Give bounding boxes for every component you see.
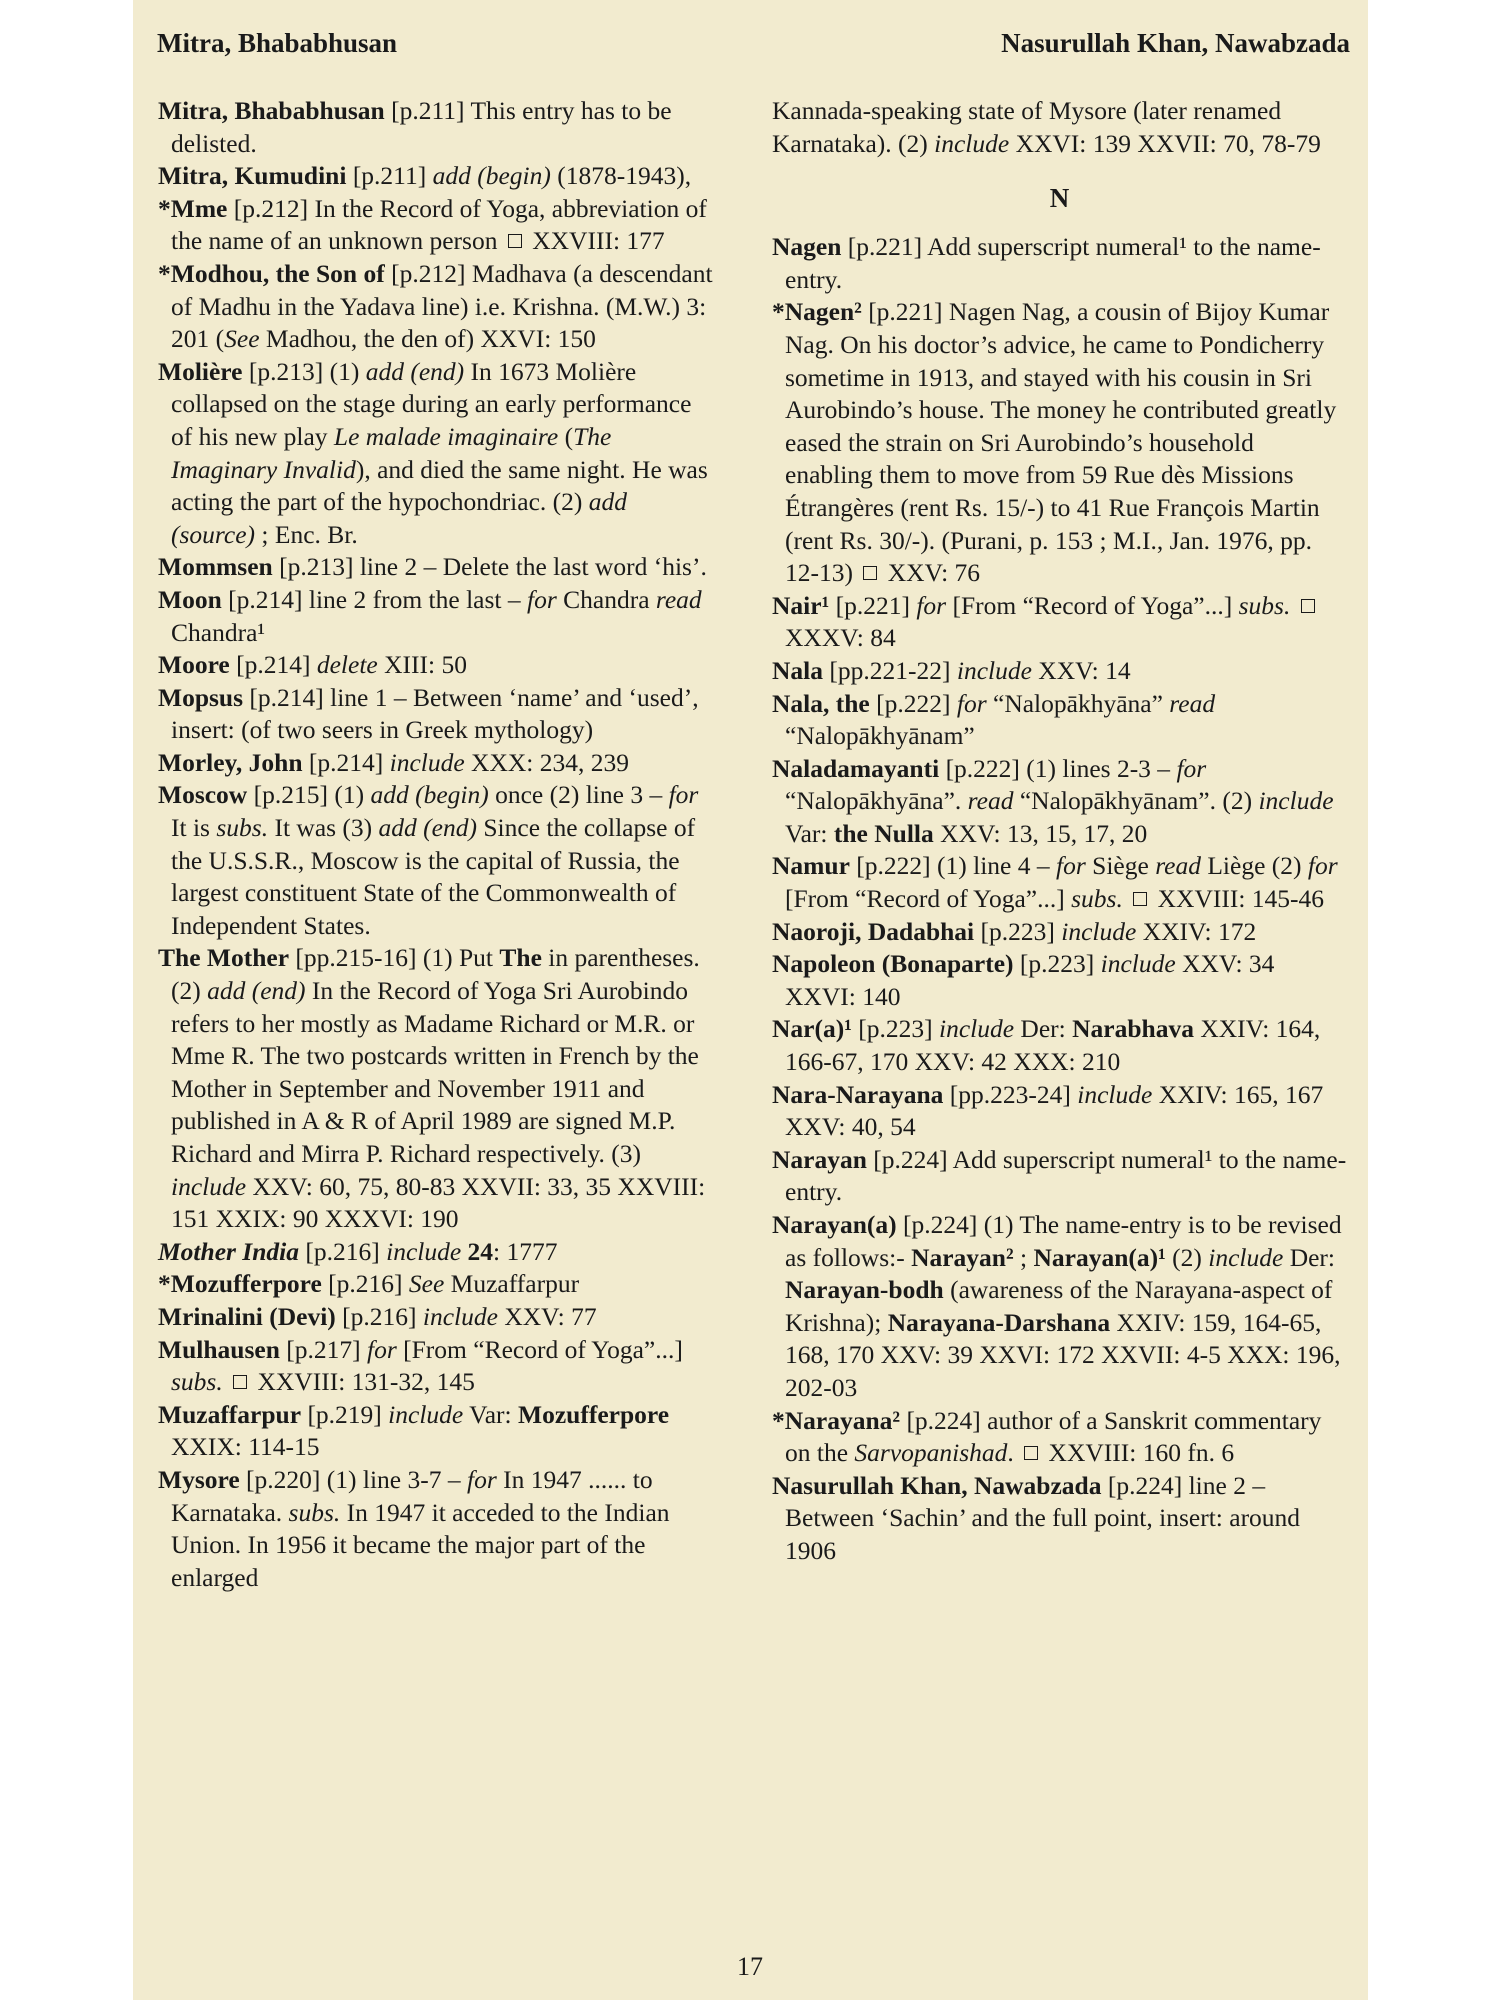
dictionary-entry: [158, 193, 713, 258]
dictionary-entry: [158, 942, 713, 1235]
entry-text: [pp.223-24]: [943, 1079, 1078, 1109]
entry-headword: Molière: [158, 356, 243, 386]
dictionary-entry: [772, 1470, 1347, 1568]
entry-headword: Narayan(a): [772, 1210, 897, 1239]
entry-text: Liège (2): [1200, 851, 1308, 881]
entry-text: XXX: 234, 239: [464, 747, 630, 777]
entry-text: XXIV: 164, 166-67, 170 XXV: 42 XXX: 210: [785, 1014, 1321, 1077]
entry-text: In 1947 it acceded to the Indian Union. In 1956 it became the major part of the enlarged: [171, 1497, 670, 1592]
entry-headword: Mrinalini (Devi): [158, 1301, 336, 1331]
running-header: [157, 28, 1350, 64]
entry-text: Der:: [1014, 1014, 1073, 1044]
entry-headword: Namur: [772, 851, 850, 881]
entry-text: [p.221] Add superscript numeral¹ to the name-entry.: [785, 232, 1321, 294]
entry-headword: Mulhausen: [158, 1334, 280, 1364]
entry-headword: Nair¹: [772, 590, 830, 620]
entry-headword: Nala: [772, 655, 823, 685]
left-column: [158, 95, 713, 1594]
entry-italic: for: [526, 584, 557, 614]
entry-headword: The Mother: [158, 943, 290, 973]
entry-text: [1290, 591, 1296, 620]
entry-text: [p.214] line 1 – Between ‘name’ and ‘used’, insert: (of two seers in Greek mythology): [171, 682, 699, 745]
entry-italic: add (begin): [432, 161, 551, 191]
entry-text: [p.223]: [851, 1014, 939, 1044]
entry-text: Madhou, the den of) XXVI: 150: [259, 324, 596, 354]
right-column: [772, 95, 1347, 1568]
entry-headword: the Nulla: [833, 818, 934, 848]
dictionary-entry: [158, 356, 713, 552]
entry-text: “Nalopākhyānam”. (2): [1013, 786, 1259, 816]
entry-text: [p.221] Nagen Nag, a cousin of Bijoy Kumar Nag. On his doctor’s advice, he came to Pondicherry sometime in 1913, and stayed with his cousin in Sri Aurobindo’s house. The money he contributed greatly eased the strain on Sri Aurobindo’s household enabling them to move from 59 Rue dès Missions Étrangères (rent Rs. 15/-) to 41 Rue François Martin (rent Rs. 30/-). (Purani, p. 153 ; M.I., Jan. 1976, pp. 12-13): [785, 297, 1337, 588]
entry-text: [p.212] Madhava (a descendant of Madhu in the Yadava line) i.e. Krishna. (M.W.) 3: 201 (: [171, 258, 713, 354]
dictionary-entry: [158, 160, 713, 193]
entry-headword: Narayana-Darshana: [887, 1307, 1111, 1337]
entry-italic: delete: [316, 650, 378, 680]
entry-italic: add (end): [365, 356, 465, 386]
entry-headword: 24: [467, 1236, 494, 1266]
entry-italic: read: [1169, 688, 1216, 718]
entry-text: [pp.221-22]: [823, 655, 957, 685]
entry-text: XXIX: 114-15: [171, 1432, 320, 1462]
entry-text: XXVIII: 160 fn. 6: [1042, 1438, 1235, 1468]
entry-headword: Nagen: [772, 232, 842, 262]
entry-italic: for: [668, 780, 699, 810]
entry-text: ;: [1013, 1242, 1034, 1272]
dictionary-entry: [158, 1236, 713, 1269]
entry-text: “Nalopākhyāna”: [986, 688, 1170, 718]
entry-text: [p.220] (1) line 3-7 –: [239, 1464, 467, 1494]
dictionary-entry: [158, 1399, 713, 1464]
entry-headword: Nasurullah Khan, Nawabzada: [772, 1470, 1102, 1500]
entry-text: XXIV: 159, 164-65, 168, 170 XXV: 39 XXVI: 172 XXVII: 4-5 XXX: 196, 202-03: [785, 1307, 1341, 1402]
dictionary-entry: [772, 688, 1347, 753]
entry-italic: for: [1307, 851, 1338, 881]
dictionary-entry: [772, 1079, 1347, 1144]
entry-text: XXVIII: 131-32, 145: [251, 1367, 475, 1397]
entry-italic: for: [1176, 753, 1207, 783]
entry-text: [p.214] line 2 from the last –: [221, 584, 527, 614]
entry-text: : 1777: [493, 1236, 558, 1266]
entry-headword: Mitra, Kumudini: [158, 161, 347, 191]
entry-headword: Moore: [158, 650, 230, 680]
dictionary-entry: [772, 753, 1347, 851]
entry-headword: Naoroji, Dadabhai: [772, 916, 975, 946]
entry-italic: include: [1077, 1079, 1153, 1109]
entry-headword: Moon: [158, 584, 222, 614]
entry-headword: Mitra, Bhababhusan: [158, 96, 385, 125]
entry-text: XXVIII: 145-46: [1151, 884, 1325, 914]
entry-text: (: [558, 421, 574, 451]
entry-text: [p.224] Add superscript numeral¹ to the name-entry.: [785, 1144, 1347, 1207]
dictionary-entry: [158, 649, 713, 682]
entry-text: [p.224] line 2 – Between ‘Sachin’ and the full point, insert: around 1906: [785, 1470, 1301, 1565]
dictionary-entry: [772, 296, 1347, 589]
dictionary-entry: [158, 551, 713, 584]
entry-italic: include: [1208, 1242, 1284, 1272]
entry-headword: Narayan²: [911, 1242, 1014, 1272]
dictionary-entry: [772, 1405, 1347, 1470]
page-number: 17: [737, 1952, 763, 1981]
entry-italic: read: [1155, 851, 1201, 881]
entry-headword: Narayan-bodh: [785, 1275, 944, 1305]
entry-headword: Narayan(a)¹: [1033, 1242, 1166, 1272]
entry-italic: add (end): [207, 976, 306, 1006]
entry-italic: include: [938, 1014, 1015, 1044]
entry-italic: for: [467, 1464, 497, 1494]
entry-italic: for: [916, 590, 947, 620]
entry-text: [p.213] line 2 – Delete the last word ‘his’.: [272, 552, 707, 582]
dictionary-entry: [772, 850, 1347, 915]
entry-text: In the Record of Yoga Sri Aurobindo refers to her mostly as Madame Richard or M.R. or Mme R. The two postcards written in French by the Mother in September and November 1911 and published in A & R of April 1989 are signed M.P. Richard and Mirra P. Richard respectively. (3): [171, 976, 699, 1168]
header-left: Mitra, Bhababhusan: [157, 28, 398, 58]
entry-italic: include: [422, 1301, 498, 1331]
entry-text: In 1673 Molière collapsed on the stage during an early performance of his new play: [171, 356, 692, 451]
entry-text: XXIV: 165, 167 XXV: 40, 54: [785, 1079, 1324, 1142]
entry-text: Var:: [463, 1399, 519, 1429]
entry-text: Var:: [785, 818, 834, 848]
dictionary-entry: [158, 1334, 713, 1399]
open-square-icon: [508, 234, 522, 248]
entry-headword: Mommsen: [158, 552, 273, 582]
entry-text: [p.213] (1): [242, 356, 366, 386]
open-square-icon: [1301, 599, 1315, 613]
entry-text: [From “Record of Yoga”...]: [785, 884, 1072, 914]
open-square-icon: [1024, 1446, 1038, 1460]
entry-text: [pp.215-16] (1) Put: [289, 943, 500, 973]
entry-text: It is: [171, 813, 217, 843]
dictionary-entry: [772, 948, 1347, 1013]
entry-headword: *Mozufferpore: [158, 1269, 322, 1299]
entry-italic: See: [224, 324, 260, 354]
entry-text: XXV: 77: [497, 1301, 597, 1331]
entry-text: [p.211] This entry has to be delisted.: [171, 96, 672, 158]
entry-italic: Sarvopanishad: [854, 1438, 1008, 1468]
entry-italic: Le malade imaginaire: [333, 421, 559, 451]
entry-text: [p.215] (1): [247, 780, 371, 810]
entry-headword: Nar(a)¹: [772, 1014, 852, 1044]
entry-italic: for: [956, 688, 987, 718]
entry-italic: include: [386, 1236, 462, 1266]
dictionary-entry: [772, 1144, 1347, 1209]
entry-italic: include: [956, 655, 1032, 685]
dictionary-entry: [772, 95, 1347, 160]
entry-text: XXV: 76: [881, 558, 981, 588]
entry-text: It was (3): [268, 813, 379, 843]
dictionary-entry: [158, 258, 713, 356]
dictionary-entry: [158, 1268, 713, 1301]
entry-headword: Naladamayanti: [772, 753, 940, 783]
entry-italic: for: [1056, 851, 1086, 881]
entry-headword: The: [499, 943, 542, 973]
entry-text: [p.219]: [301, 1399, 389, 1429]
open-square-icon: [233, 1375, 247, 1389]
entry-text: [p.211]: [346, 161, 433, 191]
entry-italic: See: [408, 1269, 445, 1299]
entry-italic: read: [967, 786, 1014, 816]
entry-text: XXV: 34 XXVI: 140: [785, 949, 1275, 1011]
entry-text: (2): [1165, 1242, 1209, 1272]
entry-text: [From “Record of Yoga”...]: [396, 1334, 683, 1364]
entry-text: [p.217]: [279, 1334, 367, 1364]
entry-italic: add (source): [171, 487, 628, 549]
dictionary-entry: [772, 1209, 1347, 1405]
entry-text: [p.216]: [321, 1269, 409, 1299]
entry-italic: add (begin): [370, 780, 489, 810]
entry-italic: for: [366, 1334, 397, 1364]
entry-headword: *Narayana²: [772, 1405, 901, 1435]
dictionary-entry: [772, 1013, 1347, 1078]
section-letter: N: [1049, 183, 1070, 214]
entry-italic: include: [1061, 916, 1137, 946]
entry-text: XXVIII: 177: [525, 226, 665, 256]
entry-text: XXV: 14: [1031, 655, 1131, 685]
entry-text: [1123, 884, 1129, 913]
entry-text: .: [1007, 1438, 1021, 1468]
entry-headword: Muzaffarpur: [158, 1399, 302, 1429]
entry-text: Muzaffarpur: [444, 1269, 580, 1299]
entry-text: XXV: 60, 75, 80-83 XXVII: 33, 35 XXVIII: 151 XXIX: 90 XXXVI: 190: [171, 1171, 706, 1234]
entry-text: [p.216]: [299, 1236, 387, 1266]
entry-text: ), and died the same night. He was acting the part of the hypochondriac. (2): [171, 454, 708, 517]
entry-text: [p.224] author of a Sanskrit commentary on the: [785, 1405, 1322, 1468]
entry-text: XIII: 50: [377, 650, 467, 680]
dictionary-entry: [772, 231, 1347, 296]
entry-text: XXV: 13, 15, 17, 20: [933, 818, 1148, 848]
entry-text: Chandra¹: [171, 617, 266, 647]
entry-text: once (2) line 3 –: [488, 780, 669, 810]
open-square-icon: [1133, 892, 1147, 906]
entry-text: [223, 1367, 229, 1396]
entry-text: Chandra: [556, 584, 656, 614]
entry-italic: include: [171, 1171, 247, 1201]
entry-italic: include: [388, 1399, 464, 1429]
entry-text: Der:: [1283, 1242, 1336, 1272]
entry-headword: Nala, the: [772, 688, 870, 718]
entry-headword: Mopsus: [158, 682, 244, 712]
entry-text: in parentheses. (2): [171, 943, 700, 1006]
entry-text: [p.224] (1) The name-entry is to be revised as follows:-: [785, 1210, 1342, 1272]
open-square-icon: [863, 566, 877, 580]
entry-italic: include: [934, 128, 1010, 158]
entry-text: (1878-1943),: [550, 161, 692, 191]
entry-headword: Mozufferpore: [518, 1399, 670, 1429]
entry-text: ; Enc. Br.: [255, 519, 358, 549]
entry-headword: *Mme: [158, 193, 228, 223]
entry-text: XXVI: 139 XXVII: 70, 78-79: [1009, 128, 1321, 158]
entry-headword: *Modhou, the Son of: [158, 258, 385, 288]
entry-italic: subs.: [171, 1367, 223, 1397]
entry-text: XXIV: 172: [1136, 916, 1257, 946]
entry-italic: subs.: [1238, 590, 1291, 620]
header-right: Nasurullah Khan, Nawabzada: [1001, 28, 1350, 58]
dictionary-entry: [772, 916, 1347, 949]
dictionary-entry: [158, 584, 713, 649]
right-column-continuation: [772, 95, 1347, 160]
entry-text: [p.222] (1) line 4 –: [849, 851, 1057, 881]
entry-italic: subs.: [288, 1497, 341, 1527]
entry-headword: Nara-Narayana: [772, 1079, 944, 1109]
entry-headword: Mother India: [158, 1236, 299, 1266]
dictionary-entry: [158, 1301, 713, 1334]
entry-italic: include: [1258, 786, 1334, 816]
entry-headword: Mysore: [158, 1464, 240, 1494]
dictionary-entry: [158, 95, 713, 160]
entry-text: [p.212] In the Record of Yoga, abbreviation of the name of an unknown person: [171, 193, 707, 256]
dictionary-entry: [772, 655, 1347, 688]
entry-text: (awareness of the Narayana-aspect of Krishna);: [785, 1275, 1333, 1337]
entry-italic: read: [655, 584, 702, 614]
entry-italic: include: [1100, 949, 1176, 979]
entry-headword: *Nagen²: [772, 297, 862, 327]
entry-italic: subs.: [216, 813, 269, 843]
entry-text: Siège: [1085, 851, 1156, 881]
entry-text: [p.214]: [229, 650, 317, 680]
entry-text: [p.216]: [335, 1301, 423, 1331]
entry-headword: Moscow: [158, 780, 248, 810]
entry-italic: include: [389, 747, 465, 777]
entry-text: [p.222] (1) lines 2-3 –: [939, 753, 1177, 783]
dictionary-entry: [772, 590, 1347, 655]
entry-text: [p.222]: [869, 688, 957, 718]
right-column-entries: [772, 231, 1347, 1567]
entry-text: Kannada-speaking state of Mysore (later renamed Karnataka). (2): [772, 96, 1282, 158]
entry-italic: add (end): [378, 813, 477, 843]
entry-text: [From “Record of Yoga”...]: [946, 590, 1239, 620]
entry-text: XXXV: 84: [785, 623, 896, 653]
entry-text: “Nalopākhyāna”.: [785, 786, 968, 816]
entry-headword: Morley, John: [158, 747, 303, 777]
dictionary-entry: [158, 1464, 713, 1594]
entry-headword: Narabhava: [1072, 1014, 1194, 1044]
dictionary-entry: [158, 682, 713, 747]
entry-italic: The Imaginary Invalid: [171, 421, 612, 484]
dictionary-entry: [158, 747, 713, 780]
entry-italic: subs.: [1071, 884, 1123, 914]
entry-text: [p.223]: [974, 916, 1062, 946]
entry-headword: Napoleon (Bonaparte): [772, 949, 1014, 979]
entry-text: Since the collapse of the U.S.S.R., Moscow is the capital of Russia, the largest constituent State of the Commonwealth of Independent States.: [171, 813, 696, 940]
entry-text: [p.223]: [1013, 949, 1101, 979]
dictionary-entry: [158, 779, 713, 942]
entry-text: [p.214]: [302, 747, 390, 777]
entry-text: In 1947 ...... to Karnataka.: [171, 1464, 653, 1527]
entry-text: [p.221]: [829, 590, 917, 620]
entry-text: “Nalopākhyānam”: [785, 721, 975, 751]
entry-headword: Narayan: [772, 1144, 867, 1174]
